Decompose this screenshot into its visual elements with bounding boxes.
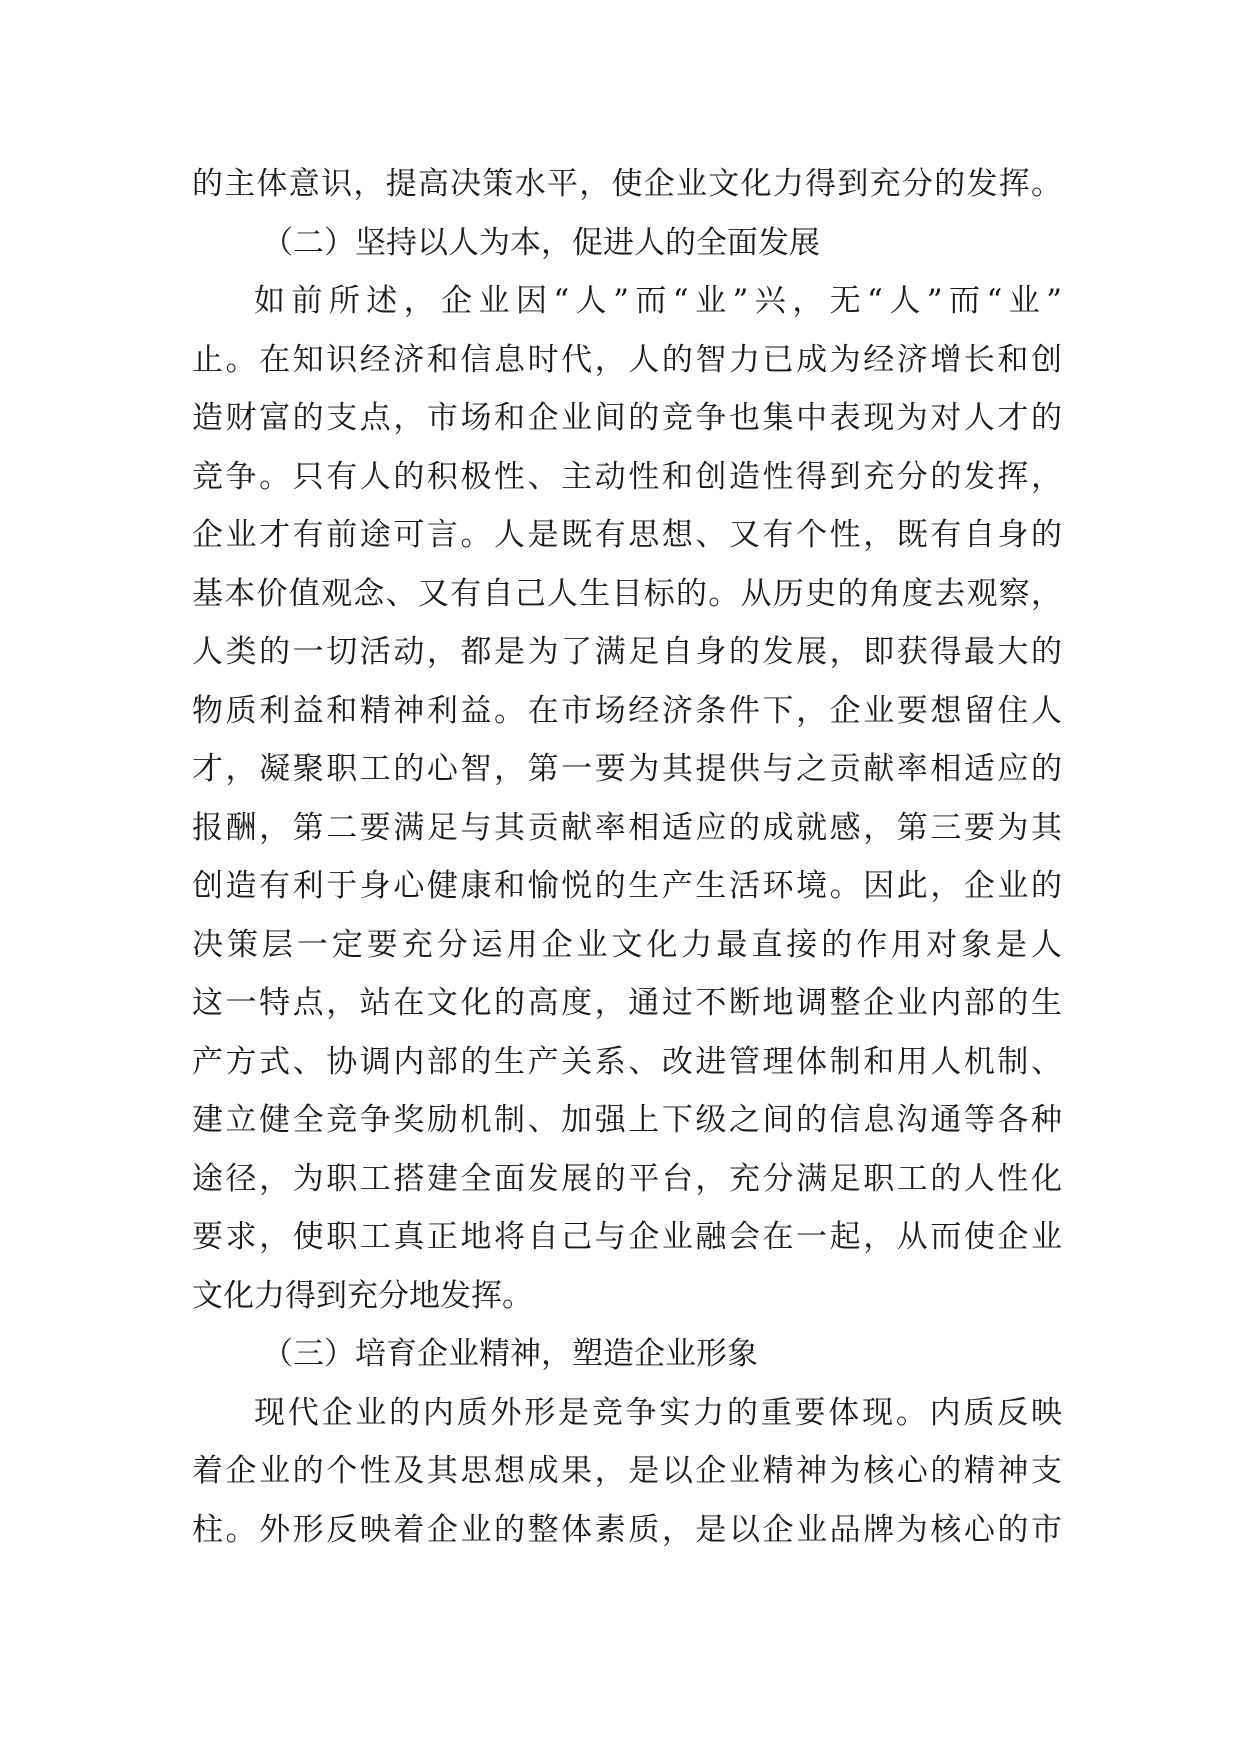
section-heading-2: （二）坚持以人为本，促进人的全面发展: [262, 224, 820, 261]
text-line: 报酬，第二要满足与其贡献率相适应的成就感，第三要为其: [192, 809, 1062, 846]
text-line: 要求，使职工真正地将自己与企业融会在一起，从而使企业: [192, 1219, 1062, 1255]
text-line: 造财富的支点，市场和企业间的竞争也集中表现为对人才的: [192, 400, 1062, 436]
text-line: 途径，为职工搭建全面发展的平台，充分满足职工的人性化: [192, 1160, 1062, 1197]
paragraph-first-line: 现代企业的内质外形是竞争实力的重要体现。内质反映: [254, 1394, 1062, 1431]
text-line: 人类的一切活动，都是为了满足自身的发展，即获得最大的: [192, 634, 1062, 670]
paragraph-last-line: 文化力得到充分地发挥。: [192, 1277, 533, 1314]
text-line: 柱。外形反映着企业的整体素质，是以企业品牌为核心的市: [192, 1511, 1062, 1548]
text-line: 基本价值观念、又有自己人生目标的。从历史的角度去观察，: [192, 575, 1062, 612]
text-line: 着企业的个性及其思想成果，是以企业精神为核心的精神支: [192, 1453, 1062, 1489]
text-line: 竞争。只有人的积极性、主动性和创造性得到充分的发挥，: [192, 458, 1062, 495]
text-line: 止。在知识经济和信息时代，人的智力已成为经济增长和创: [192, 341, 1062, 378]
text-line: 建立健全竞争奖励机制、加强上下级之间的信息沟通等各种: [192, 1102, 1062, 1138]
section-heading-3: （三）培育企业精神，塑造企业形象: [262, 1336, 758, 1372]
text-line: 物质利益和精神利益。在市场经济条件下，企业要想留住人: [192, 692, 1062, 729]
text-line: 才，凝聚职工的心智，第一要为其提供与之贡献率相适应的: [192, 751, 1062, 787]
paragraph-first-line: 如前所述，企业因“人”而“业”兴，无“人”而“业”: [254, 283, 1062, 319]
text-line: 决策层一定要充分运用企业文化力最直接的作用对象是人: [192, 926, 1062, 963]
text-line: 这一特点，站在文化的高度，通过不断地调整企业内部的生: [192, 985, 1062, 1021]
text-line: 创造有利于身心健康和愉悦的生产生活环境。因此，企业的: [192, 868, 1062, 904]
text-line: 的主体意识，提高决策水平，使企业文化力得到充分的发挥。: [192, 166, 1062, 202]
body-text: [192, 155, 1062, 1559]
text-line: 产方式、协调内部的生产关系、改进管理体制和用人机制、: [192, 1043, 1062, 1080]
text-line: 企业才有前途可言。人是既有思想、又有个性，既有自身的: [192, 517, 1062, 553]
